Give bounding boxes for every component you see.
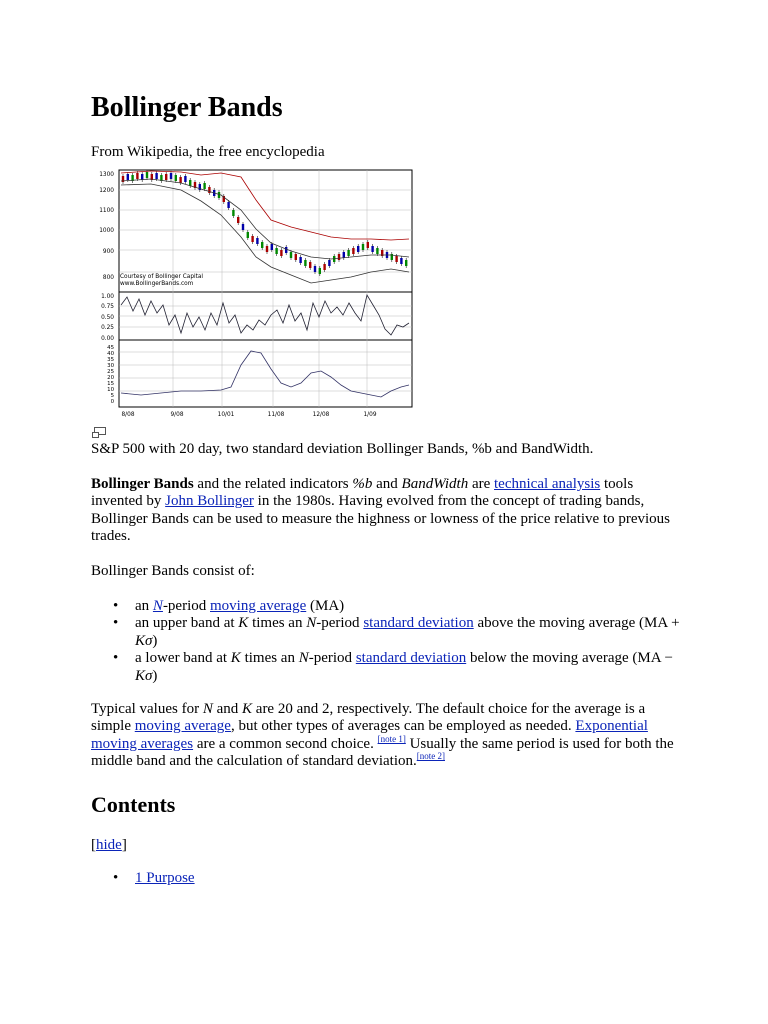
candle-body (141, 174, 143, 180)
candle-body (261, 242, 263, 248)
candle-body (232, 210, 234, 216)
list-text: -period (308, 650, 356, 667)
contents-hide-toggle (91, 836, 127, 854)
link-john-bollinger[interactable]: John Bollinger (165, 493, 254, 510)
list-text: times an (240, 650, 299, 667)
candle-body (328, 260, 330, 266)
contents-list (91, 870, 681, 887)
candle-body (343, 252, 345, 258)
candle-body (376, 248, 378, 254)
date-tick: 12/08 (312, 412, 330, 418)
bw-tick: 5 (110, 393, 114, 399)
list-text: above the moving average (MA + (473, 615, 680, 632)
bw-tick: 40 (107, 351, 114, 357)
price-tick: 1000 (99, 228, 114, 234)
bw-tick: 10 (107, 387, 114, 393)
bandwidth-axis-ticks (107, 345, 114, 405)
var-n: N (152, 598, 163, 614)
price-tick: 1100 (99, 208, 114, 214)
bracket: ] (121, 837, 127, 853)
bullet: • (113, 598, 119, 614)
term-bandwidth: BandWidth (401, 476, 469, 492)
pctb-tick: 0.25 (101, 325, 114, 331)
list-item (91, 615, 681, 650)
candle-body (155, 173, 157, 179)
candle-body (319, 268, 321, 274)
bullet: • (113, 615, 119, 632)
term-pctb: %b (352, 476, 373, 492)
link-moving-average[interactable]: moving average (210, 598, 307, 614)
list-text: ) (152, 632, 158, 649)
price-tick: 1300 (99, 172, 114, 178)
var-n: N (298, 650, 309, 667)
intro-text: and (372, 476, 402, 492)
candle-body (127, 174, 129, 180)
date-tick: 10/01 (217, 412, 235, 418)
toc-item (91, 870, 681, 887)
para-text: and (212, 701, 243, 717)
candle-body (395, 256, 397, 262)
price-axis-ticks (99, 172, 114, 281)
candle-body (314, 266, 316, 272)
list-text: an upper band at (135, 615, 239, 632)
candle-body (256, 238, 258, 244)
candle-body (304, 260, 306, 266)
candle-body (179, 177, 181, 183)
hide-link[interactable]: hide (96, 837, 122, 853)
candle-body (170, 173, 172, 179)
bracket: [ (91, 837, 96, 853)
bw-tick: 15 (107, 381, 114, 387)
link-standard-deviation[interactable]: standard deviation (363, 615, 474, 632)
price-tick: 900 (102, 249, 114, 255)
candle-body (203, 183, 205, 189)
link-standard-deviation[interactable]: standard deviation (355, 650, 467, 667)
var-n: N (306, 615, 317, 632)
var-k: K (242, 701, 253, 717)
candle-body (290, 252, 292, 258)
toc-link-purpose[interactable]: 1 Purpose (135, 870, 195, 886)
candle-body (280, 250, 282, 256)
candle-body (184, 176, 186, 182)
figure-caption: S&P 500 with 20 day, two standard deviation Bollinger Bands, %b and BandWidth. (91, 441, 594, 457)
typical-values-paragraph (91, 701, 681, 771)
var-k-sigma: Kσ (135, 667, 153, 684)
magnify-clip-icon[interactable] (91, 426, 107, 440)
candle-body (400, 258, 402, 264)
bands-list (91, 598, 681, 685)
consist-paragraph: Bollinger Bands consist of: (91, 563, 255, 579)
candle-body (299, 257, 301, 263)
candle-body (275, 248, 277, 254)
bw-tick: 25 (107, 369, 114, 375)
price-tick: 1200 (99, 188, 114, 194)
bw-tick: 20 (107, 375, 114, 381)
date-axis-ticks (121, 412, 376, 418)
candle-body (242, 224, 244, 230)
pctb-tick: 0.50 (101, 315, 114, 321)
intro-text: in the 1980s. Having evolved from the concept of trading bands, Bollinger Bands can be used to measure the highness or lowness of the price relative to previous trades. (91, 493, 671, 545)
candle-body (323, 264, 325, 270)
intro-text: are (468, 476, 495, 492)
para-text: are 20 and 2, respectively. The default choice for the average is a simple (91, 701, 646, 735)
contents-heading: Contents (91, 792, 176, 817)
page-subtitle: From Wikipedia, the free encyclopedia (91, 144, 325, 160)
footnote-link-note-2[interactable]: [note 2] (416, 751, 445, 762)
candle-body (285, 247, 287, 253)
page-title: Bollinger Bands (91, 92, 283, 123)
para-text: Usually the same period is used for both the middle band and the calculation of standard deviation. (91, 735, 674, 770)
var-k: K (238, 615, 249, 632)
chart-credit-2: www.BollingerBands.com (120, 281, 194, 287)
intro-text: and the related indicators (193, 476, 353, 492)
bollinger-chart-image[interactable] (91, 165, 415, 420)
footnote-link-note-1[interactable]: [note 1] (377, 733, 406, 744)
bw-tick: 35 (107, 357, 114, 363)
list-text: (MA) (306, 598, 345, 614)
candle-body (247, 232, 249, 238)
intro-text: tools invented by (91, 476, 634, 510)
list-text: -period (316, 615, 364, 632)
para-text: are a common second choice. (193, 735, 378, 752)
date-tick: 8/08 (121, 412, 135, 418)
list-text: below the moving average (MA − (466, 650, 673, 667)
bullet: • (113, 650, 119, 667)
link-technical-analysis[interactable]: technical analysis (494, 476, 601, 492)
var-n: N (202, 701, 213, 717)
link-n[interactable] (153, 598, 163, 614)
candle-body (357, 246, 359, 252)
date-tick: 9/08 (170, 412, 184, 418)
list-text: -period (162, 598, 211, 614)
candle-body (371, 246, 373, 252)
candle-body (295, 254, 297, 260)
candle-body (146, 172, 148, 178)
bw-tick: 0 (110, 399, 114, 405)
candle-body (136, 173, 138, 179)
para-text: Typical values for (91, 701, 203, 717)
candle-body (266, 246, 268, 252)
bullet: • (113, 870, 119, 886)
candle-body (309, 262, 311, 268)
candle-body (405, 260, 407, 266)
list-text: a lower band at (135, 650, 231, 667)
date-tick: 1/09 (363, 412, 377, 418)
var-k-sigma: Kσ (135, 632, 153, 649)
chart-credit-1: Courtesy of Bollinger Capital (120, 274, 204, 280)
list-text: an (135, 598, 153, 614)
intro-paragraph (91, 476, 681, 546)
para-text: , but other types of averages can be employed as needed. (230, 718, 576, 735)
candle-body (347, 250, 349, 256)
bw-tick: 45 (107, 345, 114, 351)
list-text: ) (152, 667, 158, 684)
candle-body (338, 254, 340, 260)
candle-body (175, 175, 177, 181)
candle-body (165, 174, 167, 180)
list-text: times an (248, 615, 307, 632)
pctb-tick: 0.75 (101, 304, 114, 310)
pctb-tick: 0.00 (101, 336, 114, 342)
candle-body (352, 248, 354, 254)
candle-body (251, 236, 253, 242)
bw-tick: 30 (107, 363, 114, 369)
term-bollinger-bands: Bollinger Bands (91, 476, 194, 492)
pctb-tick: 1.00 (101, 294, 114, 300)
pctb-axis-ticks (101, 294, 114, 342)
candle-body (237, 217, 239, 223)
candle-body (362, 244, 364, 250)
candle-body (227, 202, 229, 208)
var-k: K (230, 650, 241, 667)
link-exponential-moving-averages[interactable]: Exponential moving averages (91, 718, 648, 752)
candle-body (367, 242, 369, 248)
link-moving-average[interactable]: moving average (134, 718, 231, 735)
candle-body (271, 244, 273, 250)
list-item (91, 598, 681, 615)
price-tick: 800 (102, 275, 114, 281)
date-tick: 11/08 (267, 412, 285, 418)
list-item (91, 650, 681, 685)
